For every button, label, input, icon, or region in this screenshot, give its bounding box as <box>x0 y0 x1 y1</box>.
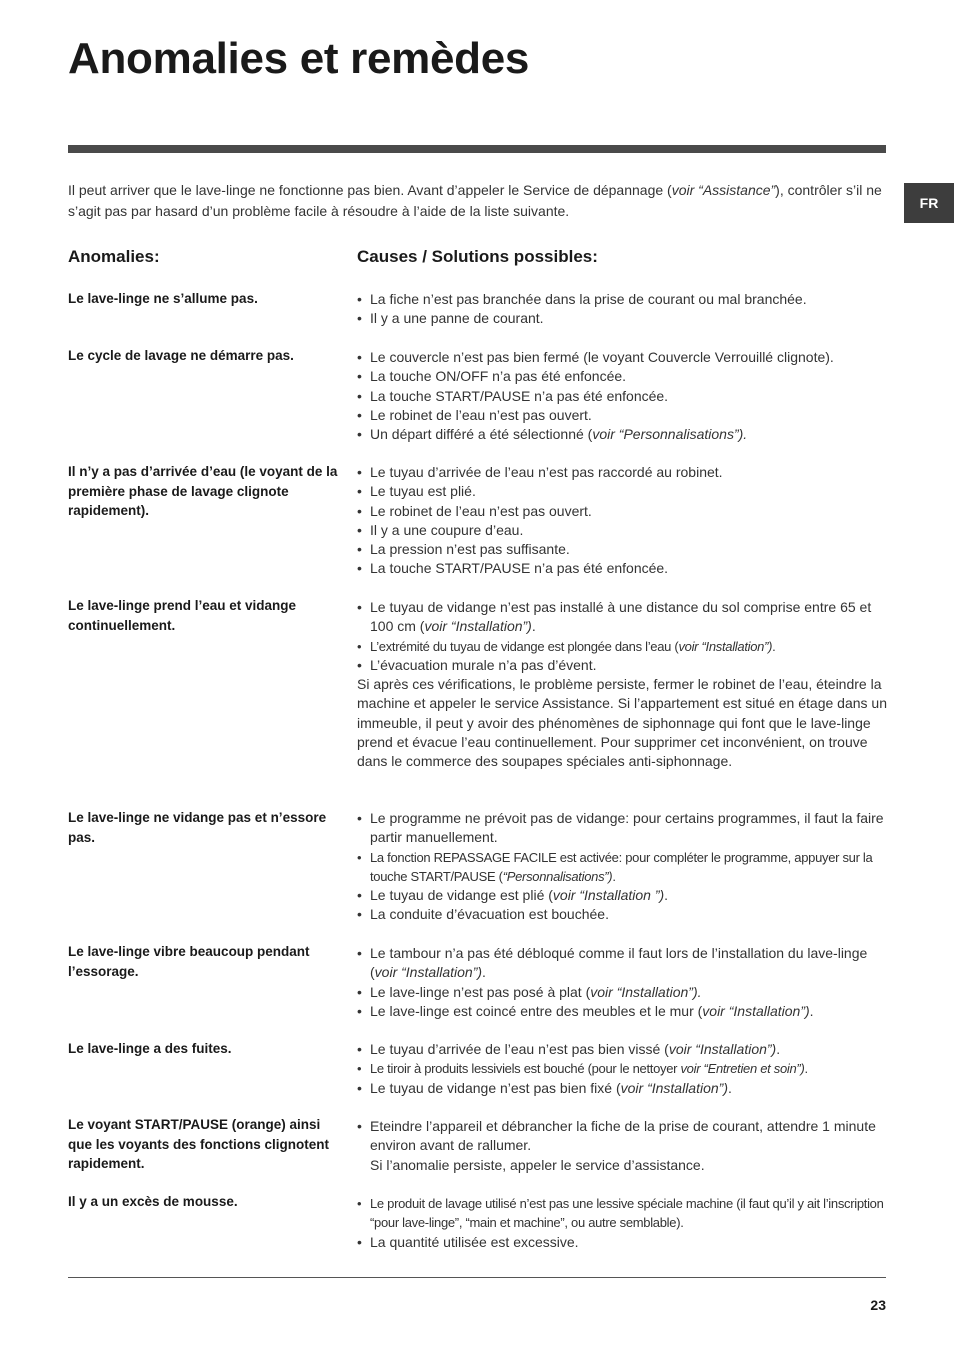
intro-paragraph <box>68 180 888 222</box>
cause-item: • Le tuyau d’arrivée de l’eau n’est pas raccordé au robinet. <box>357 463 887 482</box>
cause-reference: voir “Installation”) <box>678 638 773 654</box>
cause-item: • La pression n’est pas suffisante. <box>357 540 887 559</box>
cause-item: • L’extrémité du tuyau de vidange est plongée dans l’eau (voir “Installation”). <box>357 637 887 656</box>
causes-list <box>357 944 887 1021</box>
cause-note: Si après ces vérifications, le problème persiste, fermer le robinet de l’eau, éteindre la machine et appeler le service Assistance. Si l’appartement est situé en étage dans un immeuble, il peut y avoir des phénomènes de siphonnage qui font que le lave-linge prend et évacue l’eau continuellement. Pour supprimer cet inconvénient, on trouve dans le commerce des soupapes spéciales anti-siphonnage. <box>357 676 887 770</box>
cause-reference: voir “Installation”). <box>590 983 702 1000</box>
anomaly-label: Le lave-linge vibre beaucoup pendant l’essorage. <box>68 944 310 979</box>
cause-reference: voir “Installation ”) <box>552 887 665 904</box>
cause-item: • La fiche n’est pas branchée dans la prise de courant ou mal branchée. <box>357 290 887 309</box>
cause-item: • Le couvercle n’est pas bien fermé (le voyant Couvercle Verrouillé clignote). <box>357 348 887 367</box>
cause-reference: voir “Personnalisations”). <box>592 426 748 443</box>
causes-block <box>357 944 887 1021</box>
page-title: Anomalies et remèdes <box>68 34 530 83</box>
anomaly-label: Le lave-linge a des fuites. <box>68 1041 232 1056</box>
causes-list <box>357 598 887 675</box>
cause-item: • Le robinet de l’eau n’est pas ouvert. <box>357 502 887 521</box>
cause-note: Si l’anomalie persiste, appeler le service d’assistance. <box>370 1156 705 1173</box>
anomalies-heading: Anomalies: <box>68 247 160 266</box>
cause-item: • Le tuyau d’arrivée de l’eau n’est pas bien vissé (voir “Installation”). <box>357 1040 887 1059</box>
causes-block <box>357 1040 887 1098</box>
causes-list <box>357 1194 887 1252</box>
cause-item: • La quantité utilisée est excessive. <box>357 1233 887 1252</box>
cause-item: • Le tiroir à produits lessiviels est bouché (pour le nettoyer voir “Entretien et soin”). <box>357 1059 887 1078</box>
cause-item: • Le robinet de l’eau n’est pas ouvert. <box>357 406 887 425</box>
causes-block <box>357 809 887 925</box>
cause-item: • Un départ différé a été sélectionné (voir “Personnalisations”). <box>357 425 887 444</box>
anomaly-label: Le cycle de lavage ne démarre pas. <box>68 348 294 363</box>
cause-item: • Le lave-linge n’est pas posé à plat (voir “Installation”). <box>357 983 887 1002</box>
intro-reference: voir “Assistance” <box>671 182 776 198</box>
language-tab: FR <box>904 183 954 223</box>
causes-block <box>357 290 887 329</box>
anomaly-label: Il n’y a pas d’arrivée d’eau (le voyant de la première phase de lavage clignote rapidement). <box>68 464 338 518</box>
cause-item: • Le tuyau de vidange est plié (voir “Installation ”). <box>357 886 887 905</box>
page-number: 23 <box>870 1297 886 1313</box>
intro-text: Il peut arriver que le lave-linge ne fonctionne pas bien. Avant d’appeler le Service de dépannage ( <box>68 182 672 198</box>
causes-block <box>357 598 887 772</box>
anomaly-label: Il y a un excès de mousse. <box>68 1194 238 1209</box>
cause-item: • Le lave-linge est coincé entre des meubles et le mur (voir “Installation”). <box>357 1002 887 1021</box>
causes-block <box>357 1194 887 1252</box>
causes-list <box>357 463 887 579</box>
footer-divider <box>68 1277 886 1278</box>
cause-item: • La touche START/PAUSE n’a pas été enfoncée. <box>357 387 887 406</box>
cause-reference: “Personnalisations”) <box>502 868 613 884</box>
cause-item: • La conduite d’évacuation est bouchée. <box>357 905 887 924</box>
cause-item: • Eteindre l’appareil et débrancher la fiche de la prise de courant, attendre 1 minute environ avant de rallumer. <box>357 1117 887 1156</box>
causes-list <box>357 809 887 925</box>
cause-item: • La touche ON/OFF n’a pas été enfoncée. <box>357 367 887 386</box>
cause-reference: voir “Entretien et soin”) <box>680 1061 805 1077</box>
cause-reference: voir “Installation”) <box>668 1041 777 1057</box>
cause-item: • La touche START/PAUSE n’a pas été enfoncée. <box>357 559 887 578</box>
cause-reference: voir “Installation”) <box>374 964 483 981</box>
cause-item: • Le tuyau de vidange n’est pas bien fixé (voir “Installation”). <box>357 1079 887 1098</box>
cause-reference: voir “Installation”) <box>424 618 532 635</box>
causes-list <box>357 290 887 329</box>
causes-block <box>357 348 887 444</box>
cause-item: • Il y a une coupure d’eau. <box>357 521 887 540</box>
cause-item: • L’évacuation murale n’a pas d’évent. <box>357 656 887 675</box>
cause-item: • La fonction REPASSAGE FACILE est activée: pour compléter le programme, appuyer sur la touche START/PAUSE (“Personnalisations”). <box>357 848 887 887</box>
causes-list <box>357 1040 887 1098</box>
anomaly-label: Le lave-linge prend l’eau et vidange continuellement. <box>68 598 297 633</box>
anomaly-label: Le lave-linge ne s’allume pas. <box>68 291 258 306</box>
cause-item: • Le tuyau est plié. <box>357 482 887 501</box>
cause-reference: voir “Installation”) <box>620 1079 728 1096</box>
cause-item: • Le programme ne prévoit pas de vidange: pour certains programmes, il faut la faire partir manuellement. <box>357 809 887 848</box>
cause-item: • Le produit de lavage utilisé n’est pas une lessive spéciale machine (il faut qu’il y ait l’inscription “pour lave-linge”, “main et machine”, ou autre semblable). <box>357 1194 887 1233</box>
causes-block <box>357 1117 887 1175</box>
causes-heading: Causes / Solutions possibles: <box>357 247 598 266</box>
cause-reference: voir “Installation”) <box>702 1002 810 1019</box>
causes-block <box>357 463 887 579</box>
cause-item: • Il y a une panne de courant. <box>357 309 887 328</box>
causes-list <box>357 1117 887 1156</box>
cause-item: • Le tambour n’a pas été débloqué comme il faut lors de l’installation du lave-linge (voir “Installation”). <box>357 944 887 983</box>
anomaly-label: Le lave-linge ne vidange pas et n’essore pas. <box>68 810 327 845</box>
causes-list <box>357 348 887 444</box>
intro-text-end: ), contrôler s’il ne s’agit pas par hasard d’un problème facile à résoudre à l’aide de la liste suivante. <box>68 182 882 219</box>
title-divider <box>68 145 886 153</box>
cause-item: • Le tuyau de vidange n’est pas installé à une distance du sol comprise entre 65 et 100 cm (voir “Installation”). <box>357 598 887 637</box>
anomaly-label: Le voyant START/PAUSE (orange) ainsi que les voyants des fonctions clignotent rapidement. <box>68 1117 330 1171</box>
